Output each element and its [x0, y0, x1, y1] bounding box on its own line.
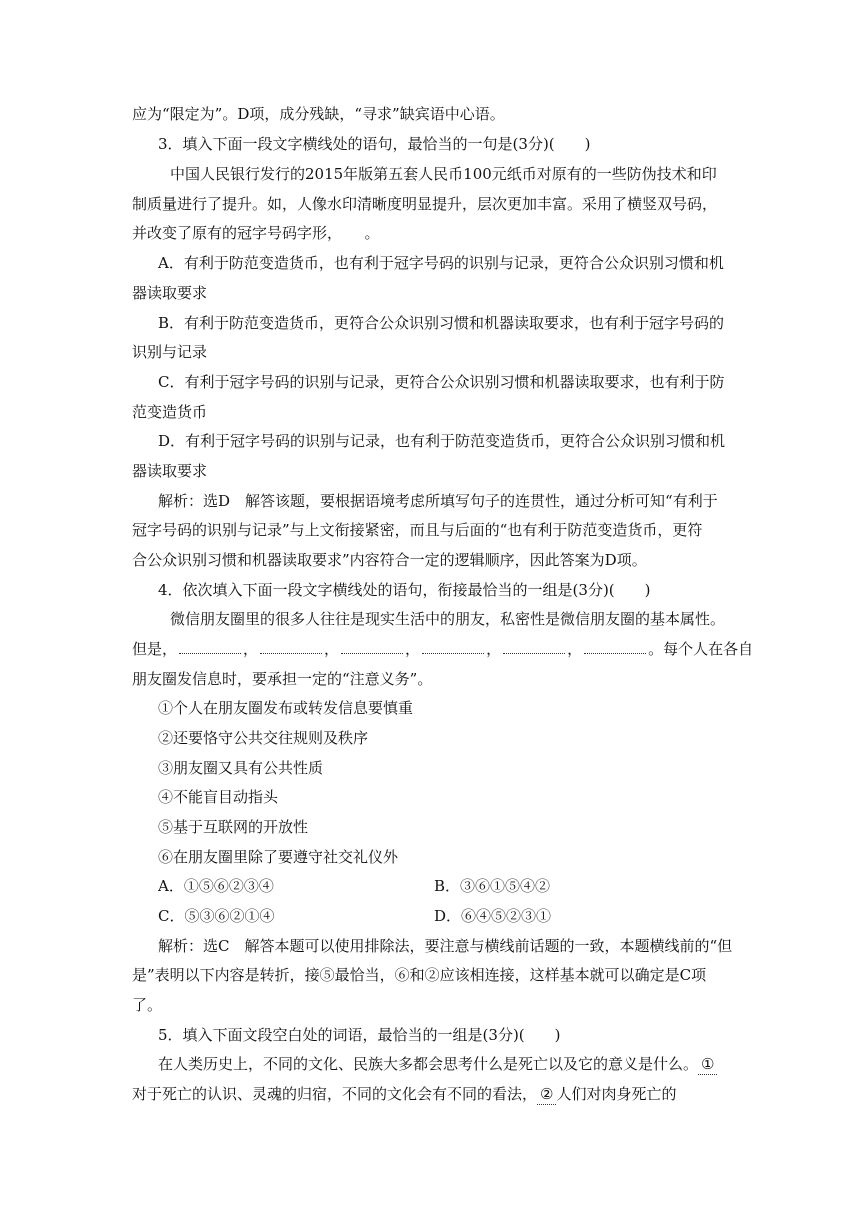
- option-row: [158, 906, 731, 926]
- list-item: ④不能盲目动指头: [158, 788, 279, 806]
- answer-explanation: 合公众识别习惯和机器读取要求”内容符合一定的逻辑顺序，因此答案为D项。: [132, 551, 647, 569]
- text-line: 应为“限定为”。D项，成分残缺，“寻求”缺宾语中心语。: [132, 105, 505, 123]
- fill-blank-2: ②: [537, 1084, 556, 1105]
- answer-explanation: 了。: [132, 996, 163, 1014]
- answer-explanation: 是”表明以下内容是转折，接⑤最恰当，⑥和②应该相连接，这样基本就可以确定是C项: [132, 966, 707, 984]
- option-a: A．有利于防范变造货币，也有利于冠字号码的识别与记录，更符合公众识别习惯和机: [158, 254, 724, 272]
- list-item: ①个人在朋友圈发布或转发信息要慎重: [158, 699, 414, 717]
- paragraph-line: 朋友圈发信息时，要承担一定的“注意义务”。: [132, 670, 433, 688]
- text-fragment: 对于死亡的认识、灵魂的归宿，不同的文化会有不同的看法，: [132, 1085, 538, 1103]
- option-c: C．⑤③⑥②①④: [158, 907, 275, 925]
- option-c-cont: 范变造货币: [132, 403, 208, 421]
- option-d: D．⑥④⑤②③①: [434, 907, 552, 925]
- option-d-cont: 器读取要求: [132, 462, 208, 480]
- fill-blank: [584, 639, 646, 654]
- list-item: ②还要恪守公共交往规则及秩序: [158, 729, 369, 747]
- text-fragment: 在人类历史上，不同的文化、民族大多都会思考什么是死亡以及它的意义是什么。: [158, 1055, 699, 1073]
- option-d: D．有利于冠字号码的识别与记录，也有利于防范变造货币，更符合公众识别习惯和机: [158, 432, 726, 450]
- fill-blank: [503, 639, 565, 654]
- paragraph-line: 制质量进行了提升。如，人像水印清晰度明显提升，层次更加丰富。采用了横竖双号码，: [132, 195, 718, 213]
- paragraph-line: 微信朋友圈里的很多人往往是现实生活中的朋友，私密性是微信朋友圈的基本属性。: [170, 610, 726, 628]
- fill-blank-1: ①: [698, 1054, 717, 1075]
- paragraph-line: 并改变了原有的冠字号码字形， 。: [132, 224, 380, 242]
- option-b: B．③⑥①⑤④②: [434, 877, 551, 895]
- option-b: B．有利于防范变造货币，更符合公众识别习惯和机器读取要求，也有利于冠字号码的: [158, 314, 725, 332]
- option-a-cont: 器读取要求: [132, 284, 208, 302]
- list-item: ⑤基于互联网的开放性: [158, 818, 309, 836]
- text-fragment: 但是，: [132, 640, 178, 658]
- option-c: C．有利于冠字号码的识别与记录，更符合公众识别习惯和机器读取要求，也有利于防: [158, 373, 725, 391]
- fill-blank: [341, 639, 403, 654]
- answer-explanation: 冠字号码的识别与记录”与上文衔接紧密，而且与后面的“也有利于防范变造货币，更符: [132, 521, 703, 539]
- paragraph-line-with-blank: [158, 1054, 731, 1075]
- fill-blank: [179, 639, 241, 654]
- question-4-stem: 4．依次填入下面一段文字横线处的语句，衔接最恰当的一组是(3分)( ): [158, 581, 651, 599]
- question-5-stem: 5．填入下面文段空白处的词语，最恰当的一组是(3分)( ): [158, 1026, 561, 1044]
- list-item: ⑥在朋友圈里除了要遵守社交礼仪外: [158, 848, 399, 866]
- paragraph-line: 中国人民银行发行的2015年版第五套人民币100元纸币对原有的一些防伪技术和印: [170, 165, 717, 183]
- text-fragment: 人们对肉身死亡的: [556, 1085, 677, 1103]
- paragraph-line-with-blank: [132, 1084, 731, 1105]
- option-row: [158, 876, 731, 896]
- fill-blank: [260, 639, 322, 654]
- text-fragment: 。每个人在各自: [648, 640, 754, 658]
- list-item: ③朋友圈又具有公共性质: [158, 759, 324, 777]
- answer-explanation: 解析：选C 解答本题可以使用排除法，要注意与横线前话题的一致，本题横线前的“但: [158, 937, 733, 955]
- option-b-cont: 识别与记录: [132, 343, 208, 361]
- paragraph-line-with-blanks: 但是， ， ， ， ， ， 。每个人在各自: [132, 640, 754, 658]
- option-a: A．①⑤⑥②③④: [158, 877, 274, 895]
- answer-explanation: 解析：选D 解答该题，要根据语境考虑所填写句子的连贯性，通过分析可知“有利于: [158, 492, 718, 510]
- fill-blank: [422, 639, 484, 654]
- question-3-stem: 3．填入下面一段文字横线处的语句，最恰当的一句是(3分)( ): [158, 135, 591, 153]
